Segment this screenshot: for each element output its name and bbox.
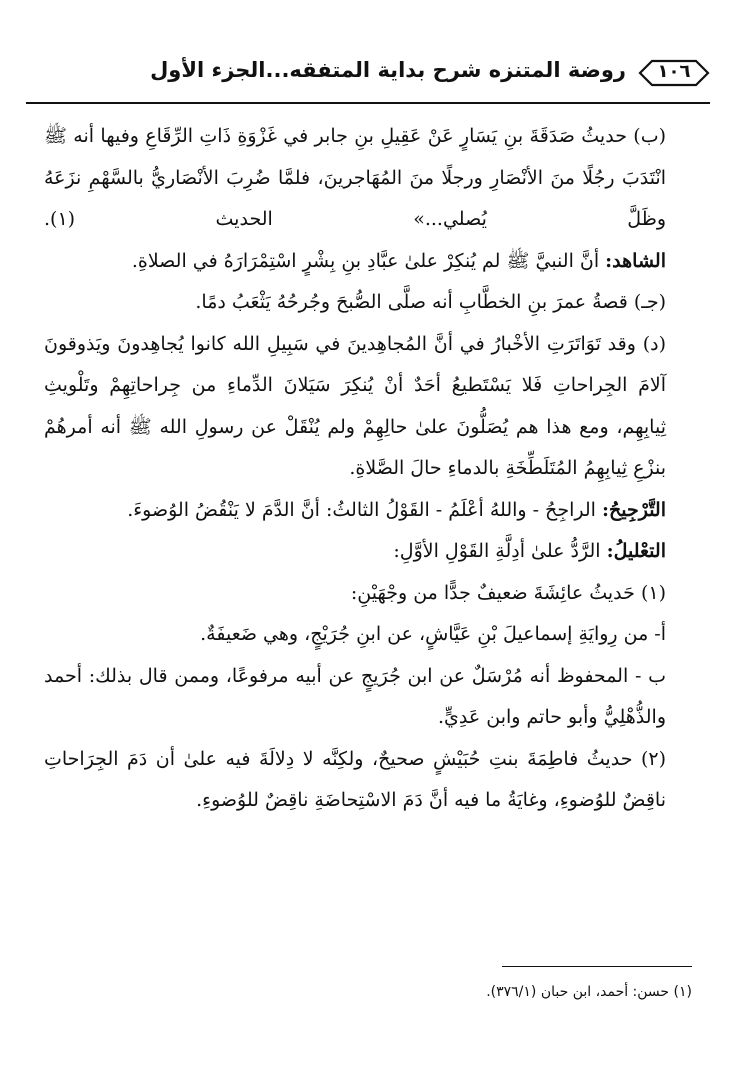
paragraph-text: (١) حَديثُ عائِشَةَ ضعيفٌ جدًّا من وجْهَيْنِ: (350, 581, 666, 604)
paragraph-b-hadith (44, 116, 692, 241)
paragraph-j-umar (44, 282, 692, 324)
page-header (26, 52, 710, 98)
paragraph-text: ب - المحفوظ أنه مُرْسَلٌ عن ابن جُرَيجٍ عن أبيه مرفوعًا، وممن قال بذلك: أحمد والذُّهْلِيُّ وأبو حاتم وابن عَدِيٍّ. (44, 664, 666, 728)
paragraph-text: (٢) حديثُ فاطِمَةَ بنتِ حُبَيْشٍ صحيحٌ، ولكِنَّه لا دِلالَةَ فيه علىٰ أن دَمَ الجِرَاحاتِ ناقِضٌ للوُضوءِ، وغايَةُ ما فيه أنَّ دَمَ الاسْتِحاضَةِ ناقِضٌ للوُضوءِ. (44, 747, 666, 811)
paragraph-text: (جـ) قصةُ عمرَ بنِ الخطَّابِ أنه صلَّى الصُّبحَ وجُرحُهُ يَثْعَبُ دمًا. (195, 291, 666, 313)
paragraph-reason-b (44, 656, 692, 739)
paragraph-talil (44, 531, 692, 573)
paragraph-label: التعْليلُ: (606, 540, 666, 562)
paragraph-reason-a (44, 614, 692, 656)
footnote: (١) حسن: أحمد، ابن حبان (٣٧٦/١). (486, 984, 692, 1000)
running-title: روضة المتنزه شرح بداية المتفقه...الجزء الأول (150, 58, 626, 82)
paragraph-tarjih (44, 490, 692, 532)
paragraph-text: (ب) حديثُ صَدَقَةَ بنِ يَسَارٍ عَنْ عَقِيلِ بنِ جابر في غَزْوَةِ ذَاتِ الرِّقَاعِ وفيها أنه ﷺ انْتَدَبَ رجُلًا منَ الأنْصَارِ ورجلًا منَ المُهَاجرينَ، فلمَّا ضُرِبَ الأنْصَاريُّ بالسَّهْمِ نزَعَهُ وظَلَّ يُصلي...» الحديث (١). (44, 125, 666, 230)
paragraph-text: أ- من رِوايَةِ إسماعيلَ بْنِ عَيَّاشٍ، عن ابنِ جُرَيْجٍ، وهي ضَعيفَةٌ. (200, 623, 666, 645)
paragraph-label: التَّرْجِيحُ: (601, 498, 666, 521)
paragraph-text: الرَّدُّ علىٰ أدِلَّةِ القَوْلِ الأوَّلِ: (393, 540, 601, 562)
page-number: ١٠٦ (657, 61, 691, 82)
paragraph-text: الراجِحُ - واللهُ أعْلَمُ - القَوْلُ الثالثُ: أنَّ الدَّمَ لا يَنْقُضُ الوُضوءَ. (127, 498, 596, 521)
paragraph-shahid (44, 241, 692, 283)
paragraph-d-mujahidin (44, 324, 692, 490)
paragraph-text: (د) وقد تَوَاتَرَتِ الأخْبارُ في أنَّ المُجاهِدينَ في سَبِيلِ الله كانوا يُجاهِدونَ ويَذوقونَ آلامَ الجِراحاتِ فَلا يَسْتَطيعُ أحَدٌ أنْ يُنكِرَ سَيَلانَ الدِّماءِ من جِراحاتِهِمْ وتَلْويثِ ثِيابِهِم، ومع هذا هم يُصَلُّونَ علىٰ حالِهِمْ ولم يُنْقَلْ عن رسولِ الله ﷺ أنه أمرهُمْ بنزْعِ ثِيابِهِمُ المُتَلَطِّخَةِ بالدماءِ حالَ الصَّلاةِ. (44, 332, 666, 479)
footnote-rule (502, 966, 692, 967)
paragraph-fatima-hadith (44, 739, 692, 822)
header-rule (26, 102, 710, 104)
page-number-badge (638, 58, 710, 88)
paragraph-label: الشاهد: (605, 249, 666, 272)
paragraph-aisha-hadith (44, 573, 692, 615)
paragraph-text: أنَّ النبيَّ ﷺ لم يُنكِرْ علىٰ عبَّادِ بنِ بِشْرٍ اسْتِمْرَارَهُ في الصلاةِ. (131, 249, 600, 272)
body-text (44, 116, 692, 822)
